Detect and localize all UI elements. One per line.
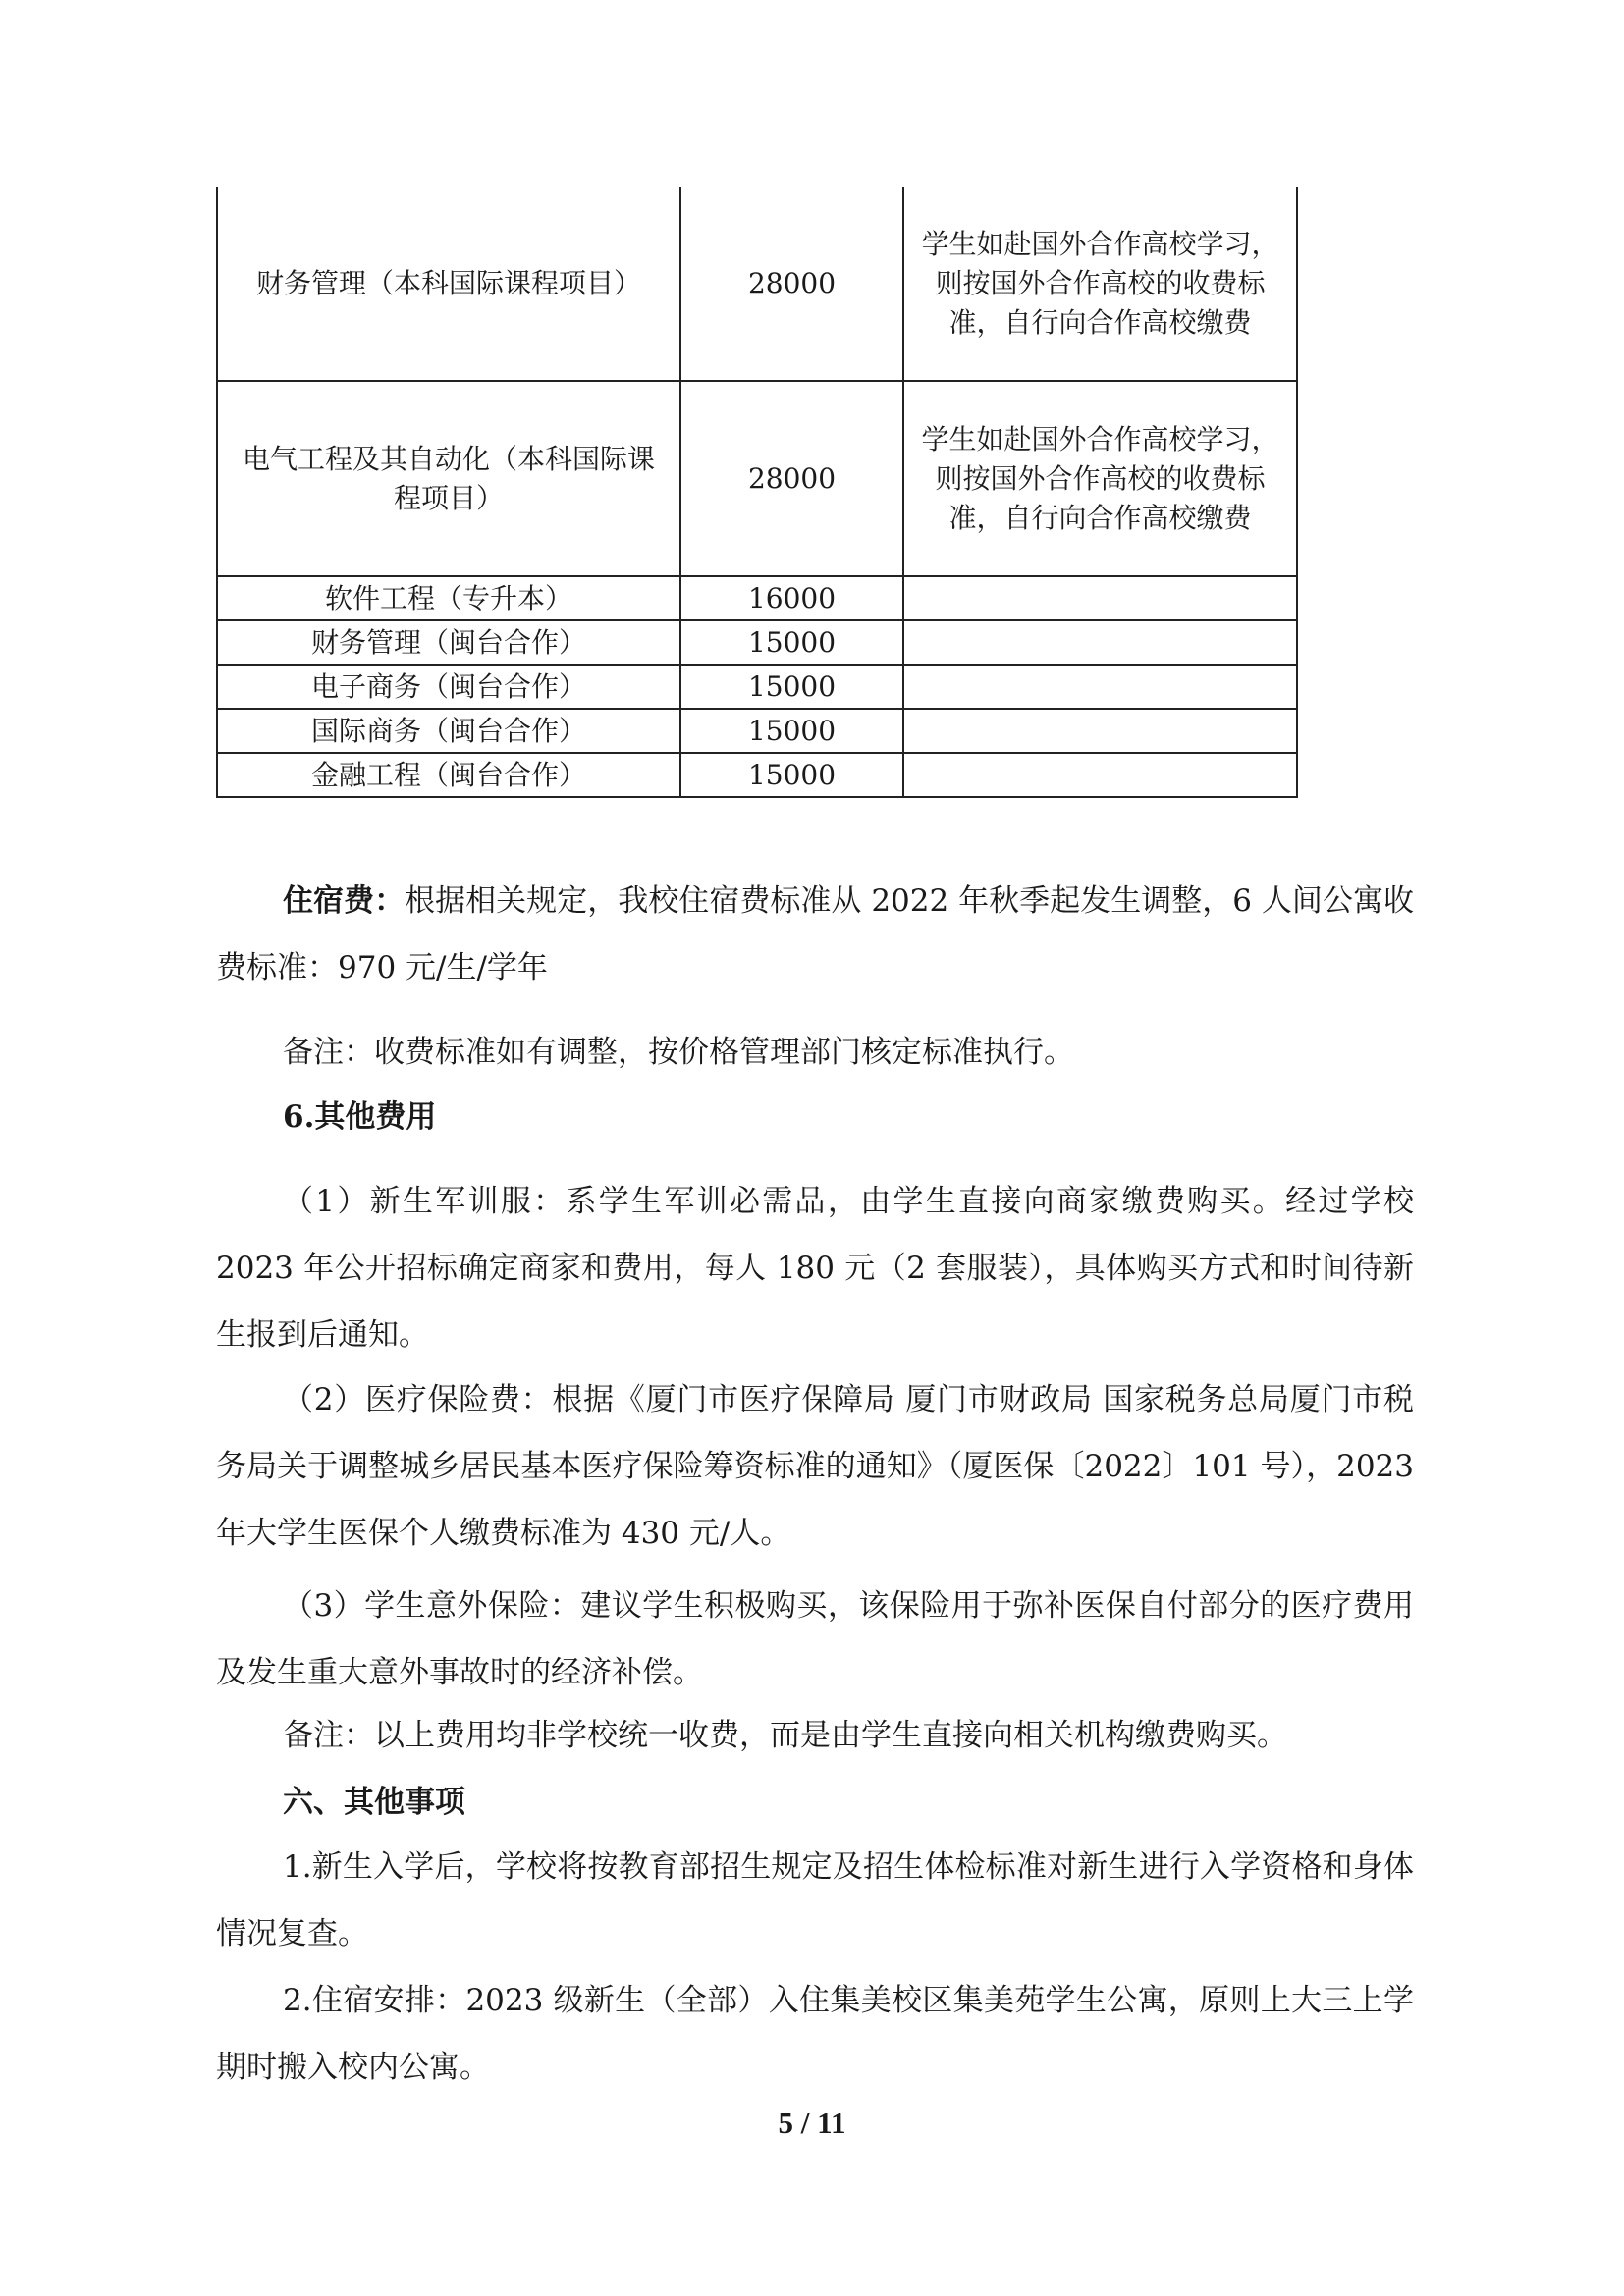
major-cell: 财务管理（闽台合作） (217, 620, 680, 665)
fee-cell: 28000 (680, 187, 903, 381)
fee-table (216, 187, 1298, 798)
note-cell (903, 620, 1297, 665)
dormitory-arrangement-paragraph: 2.住宿安排：2023 级新生（全部）入住集美校区集美苑学生公寓，原则上大三上学期时搬入校内公寓。 (216, 1983, 1414, 2085)
fee-cell: 15000 (680, 709, 903, 753)
table-row (217, 381, 1297, 576)
fee-cell: 16000 (680, 576, 903, 620)
enrollment-review-paragraph: 1.新生入学后，学校将按教育部招生规定及招生体检标准对新生进行入学资格和身体情况复查。 (216, 1849, 1414, 1951)
note-cell (903, 665, 1297, 709)
fee-cell: 15000 (680, 620, 903, 665)
note-cell: 学生如赴国外合作高校学习，则按国外合作高校的收费标准，自行向合作高校缴费 (903, 381, 1297, 576)
page-number: 5 / 11 (778, 2106, 846, 2140)
note-cell (903, 576, 1297, 620)
medical-insurance-paragraph: （2）医疗保险费：根据《厦门市医疗保障局 厦门市财政局 国家税务总局厦门市税务局关于调整城乡居民基本医疗保险筹资标准的通知》（厦医保〔2022〕101 号），2023 年大学生医保个人缴费标准为 430 元/人。 (216, 1382, 1414, 1551)
fee-cell: 15000 (680, 665, 903, 709)
table-row (217, 753, 1297, 797)
note-cell (903, 709, 1297, 753)
note-cell (903, 753, 1297, 797)
fee-adjustment-note: 备注：收费标准如有调整，按价格管理部门核定标准执行。 (283, 1035, 1074, 1070)
table-row (217, 709, 1297, 753)
major-cell: 国际商务（闽台合作） (217, 709, 680, 753)
note-cell: 学生如赴国外合作高校学习，则按国外合作高校的收费标准，自行向合作高校缴费 (903, 187, 1297, 381)
accident-insurance-paragraph: （3）学生意外保险：建议学生积极购买，该保险用于弥补医保自付部分的医疗费用及发生重大意外事故时的经济补偿。 (216, 1588, 1414, 1690)
other-fees-note: 备注：以上费用均非学校统一收费，而是由学生直接向相关机构缴费购买。 (283, 1718, 1287, 1753)
section-heading-other-matters: 六、其他事项 (283, 1785, 465, 1820)
accommodation-text: 根据相关规定，我校住宿费标准从 2022 年秋季起发生调整，6 人间公寓收费标准：970 元/生/学年 (216, 883, 1414, 986)
table-row (217, 576, 1297, 620)
major-cell: 金融工程（闽台合作） (217, 753, 680, 797)
military-uniform-paragraph: （1）新生军训服：系学生军训必需品，由学生直接向商家缴费购买。经过学校 2023 年公开招标确定商家和费用，每人 180 元（2 套服装），具体购买方式和时间待新生报到后通知。 (216, 1184, 1414, 1353)
section-heading-other-fees: 6.其他费用 (283, 1099, 437, 1135)
major-cell: 电气工程及其自动化（本科国际课程项目） (217, 381, 680, 576)
accommodation-label: 住宿费： (283, 883, 406, 919)
fee-cell: 15000 (680, 753, 903, 797)
table-row (217, 620, 1297, 665)
major-cell: 财务管理（本科国际课程项目） (217, 187, 680, 381)
major-cell: 软件工程（专升本） (217, 576, 680, 620)
table-row (217, 187, 1297, 381)
table-row (217, 665, 1297, 709)
accommodation-paragraph (216, 868, 1414, 1001)
fee-cell: 28000 (680, 381, 903, 576)
major-cell: 电子商务（闽台合作） (217, 665, 680, 709)
